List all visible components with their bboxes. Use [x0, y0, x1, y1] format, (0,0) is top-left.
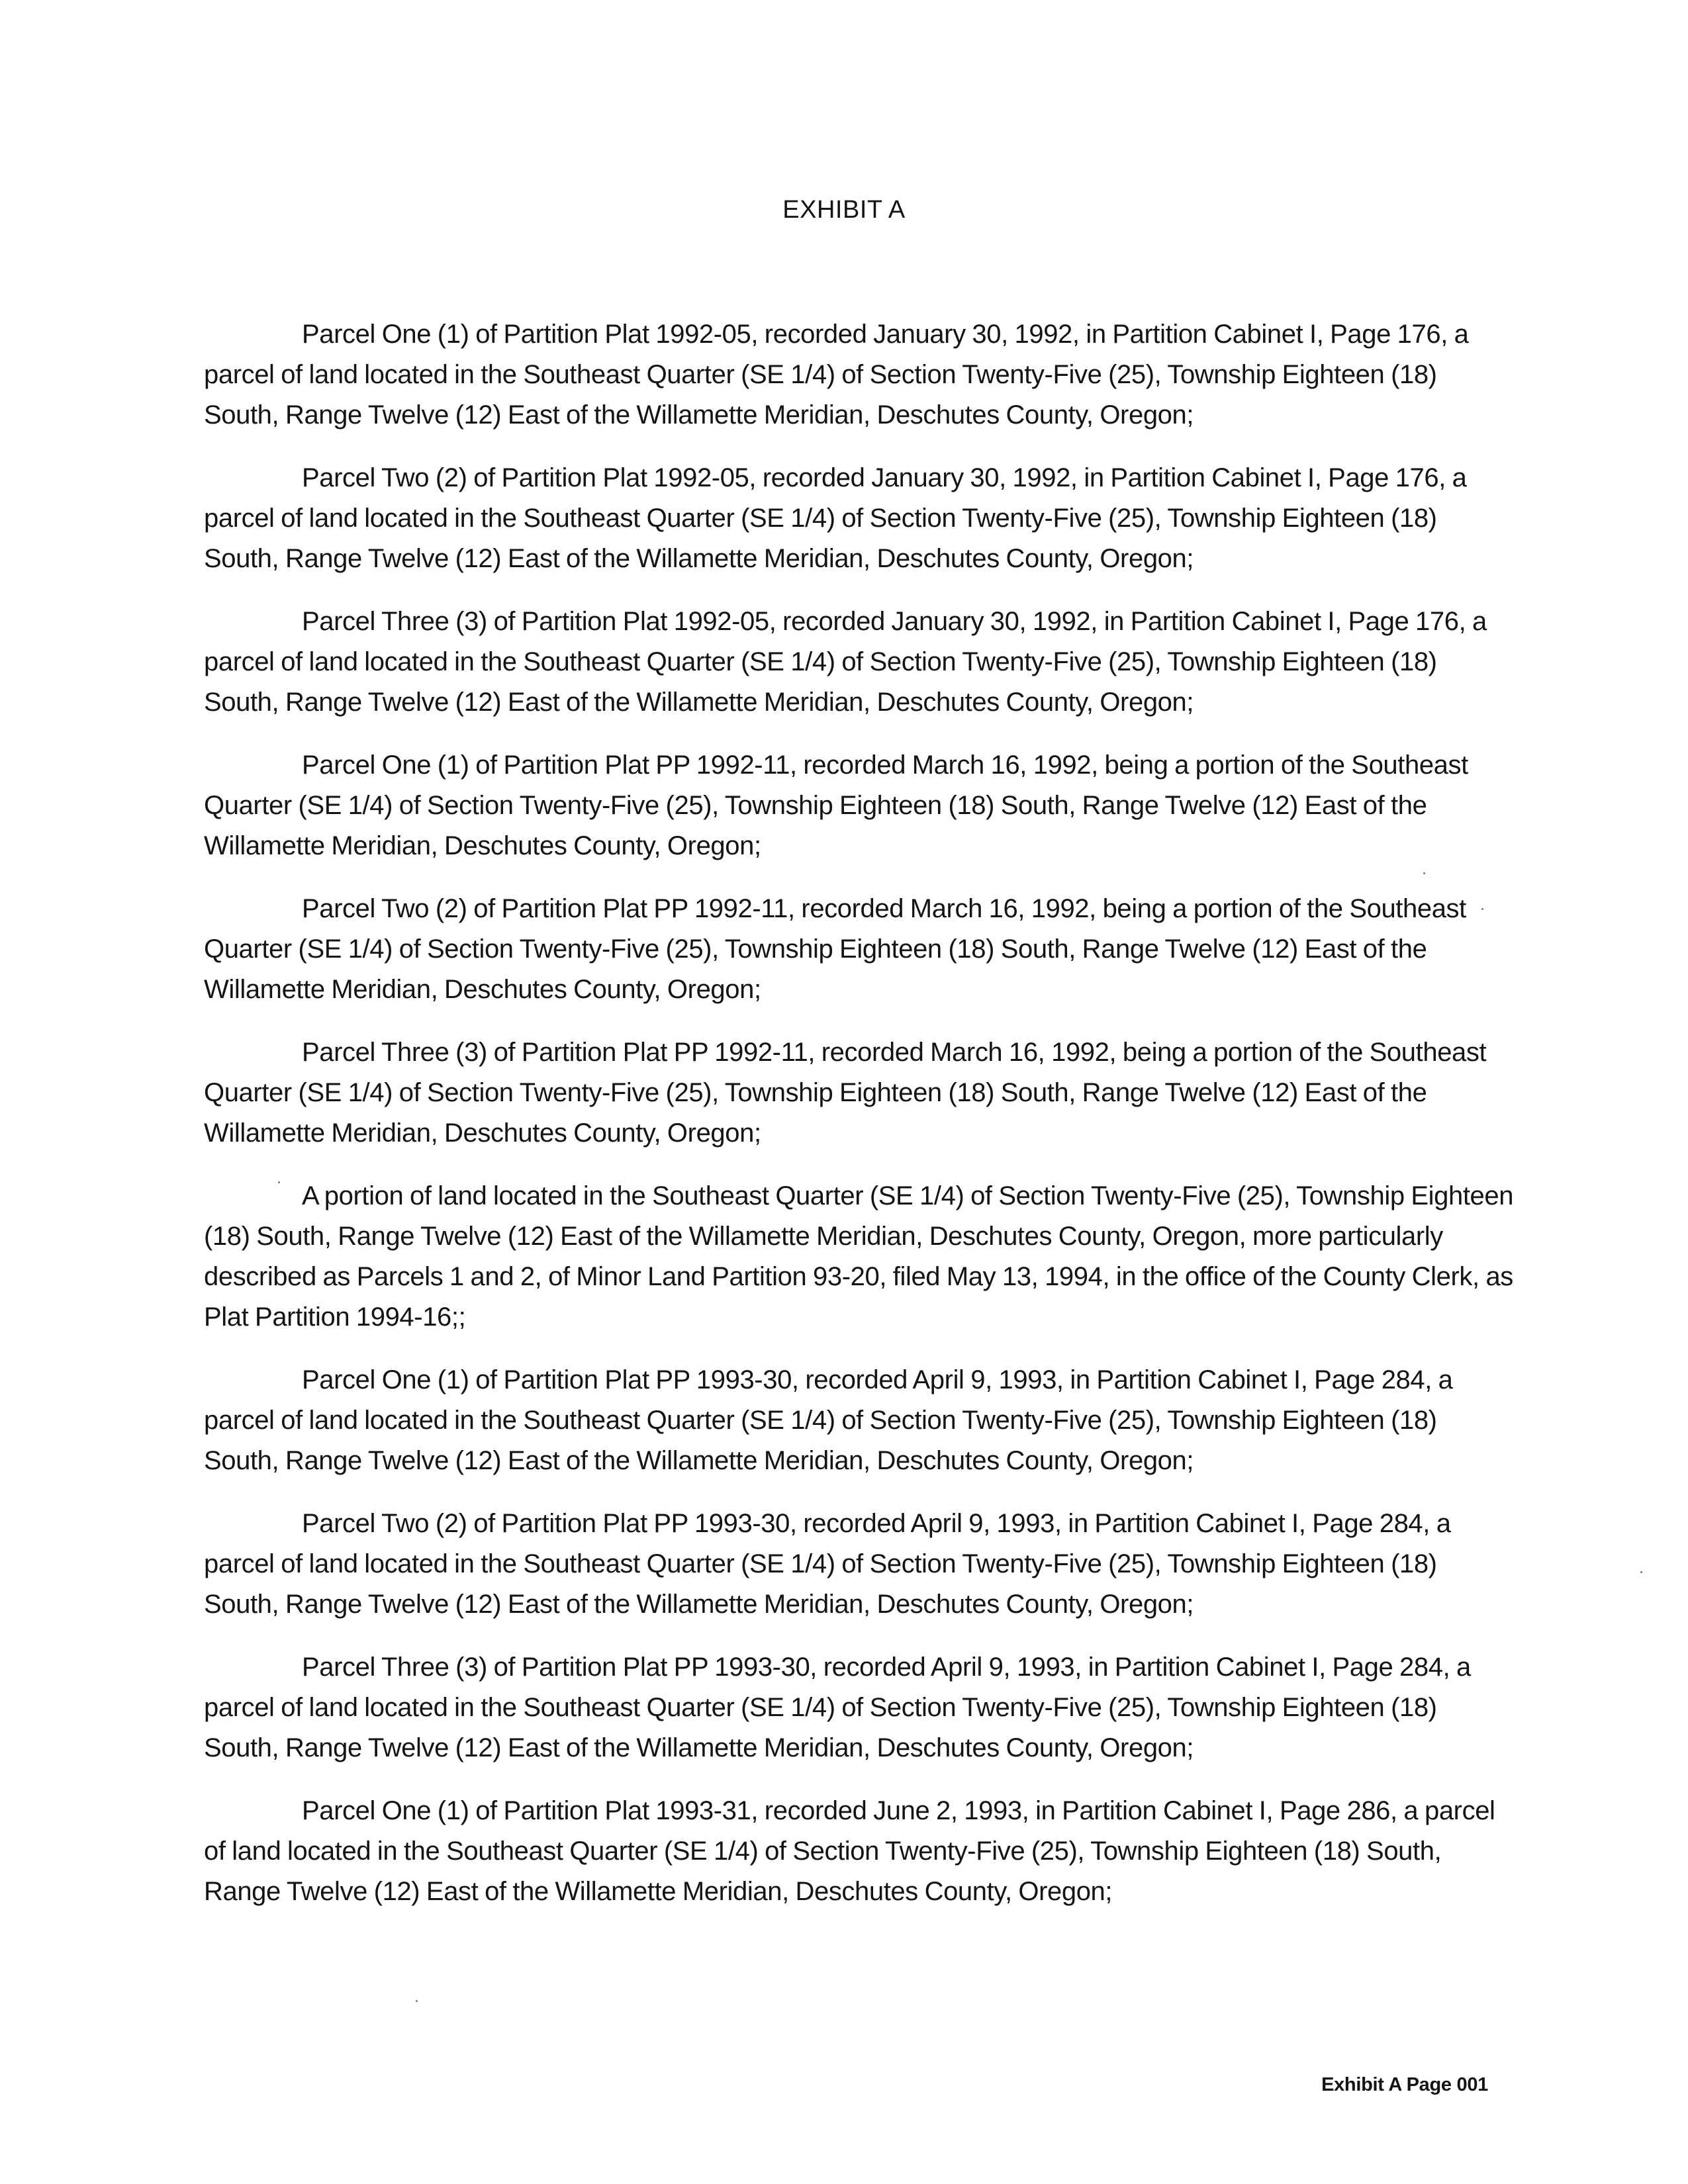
parcel-paragraph: Parcel Three (3) of Partition Plat PP 1993-30, recorded April 9, 1993, in Partition Cabinet I, Page 284, a parcel of land located in the Southeast Quarter (SE 1/4) of Section Twenty-Five (25), Township Eighteen (18) South, Range Twelve (12) East of the Willamette Meridian, Deschutes County, Oregon;	[204, 1653, 1471, 1762]
parcel-paragraph: Parcel One (1) of Partition Plat PP 1993-30, recorded April 9, 1993, in Partition Cabinet I, Page 284, a parcel of land located in the Southeast Quarter (SE 1/4) of Section Twenty-Five (25), Township Eighteen (18) South, Range Twelve (12) East of the Willamette Meridian, Deschutes County, Oregon;	[204, 1365, 1453, 1475]
parcel-paragraph: Parcel Two (2) of Partition Plat 1992-05, recorded January 30, 1992, in Partition Cabinet I, Page 176, a parcel of land located in the Southeast Quarter (SE 1/4) of Section Twenty-Five (25), Township Eighteen (18) South, Range Twelve (12) East of the Willamette Meridian, Deschutes County, Oregon;	[204, 463, 1467, 573]
scan-speck	[416, 2000, 418, 2002]
parcel-paragraph: Parcel Three (3) of Partition Plat 1992-05, recorded January 30, 1992, in Partition Cabinet I, Page 176, a parcel of land located in the Southeast Quarter (SE 1/4) of Section Twenty-Five (25), Township Eighteen (18) South, Range Twelve (12) East of the Willamette Meridian, Deschutes County, Oregon;	[204, 607, 1487, 717]
parcel-paragraph: Parcel One (1) of Partition Plat 1993-31, recorded June 2, 1993, in Partition Cabinet I, Page 286, a parcel of land located in the Southeast Quarter (SE 1/4) of Section Twenty-Five (25), Township Eighteen (18) South, Range Twelve (12) East of the Willamette Meridian, Deschutes County, Oregon;	[204, 1796, 1495, 1906]
scan-speck	[1640, 1571, 1642, 1573]
parcel-paragraph: Parcel Two (2) of Partition Plat PP 1992-11, recorded March 16, 1992, being a portion of the Southeast Quarter (SE 1/4) of Section Twenty-Five (25), Township Eighteen (18) South, Range Twelve (12) East of the Willamette Meridian, Deschutes County, Oregon;	[204, 894, 1466, 1004]
scan-speck	[278, 1181, 280, 1183]
parcel-paragraph: Parcel One (1) of Partition Plat 1992-05, recorded January 30, 1992, in Partition Cabinet I, Page 176, a parcel of land located in the Southeast Quarter (SE 1/4) of Section Twenty-Five (25), Township Eighteen (18) South, Range Twelve (12) East of the Willamette Meridian, Deschutes County, Oregon;	[204, 320, 1469, 430]
scan-speck	[1481, 908, 1483, 910]
page-footer: Exhibit A Page 001	[1321, 2074, 1488, 2095]
parcel-paragraph: A portion of land located in the Southeast Quarter (SE 1/4) of Section Twenty-Five (25), Township Eighteen (18) South, Range Twelve (12) East of the Willamette Meridian, Deschutes County, Oregon, more particularly described as Parcels 1 and 2, of Minor Land Partition 93-20, filed May 13, 1994, in the office of the County Clerk, as Plat Partition 1994-16;;	[204, 1181, 1514, 1332]
legal-description-body	[204, 314, 1515, 1934]
parcel-paragraph: Parcel Two (2) of Partition Plat PP 1993-30, recorded April 9, 1993, in Partition Cabinet I, Page 284, a parcel of land located in the Southeast Quarter (SE 1/4) of Section Twenty-Five (25), Township Eighteen (18) South, Range Twelve (12) East of the Willamette Meridian, Deschutes County, Oregon;	[204, 1509, 1451, 1619]
parcel-paragraph: Parcel One (1) of Partition Plat PP 1992-11, recorded March 16, 1992, being a portion of the Southeast Quarter (SE 1/4) of Section Twenty-Five (25), Township Eighteen (18) South, Range Twelve (12) East of the Willamette Meridian, Deschutes County, Oregon;	[204, 751, 1468, 860]
scan-speck	[1423, 872, 1425, 874]
parcel-paragraph: Parcel Three (3) of Partition Plat PP 1992-11, recorded March 16, 1992, being a portion of the Southeast Quarter (SE 1/4) of Section Twenty-Five (25), Township Eighteen (18) South, Range Twelve (12) East of the Willamette Meridian, Deschutes County, Oregon;	[204, 1038, 1487, 1148]
page-title: EXHIBIT A	[782, 196, 906, 224]
